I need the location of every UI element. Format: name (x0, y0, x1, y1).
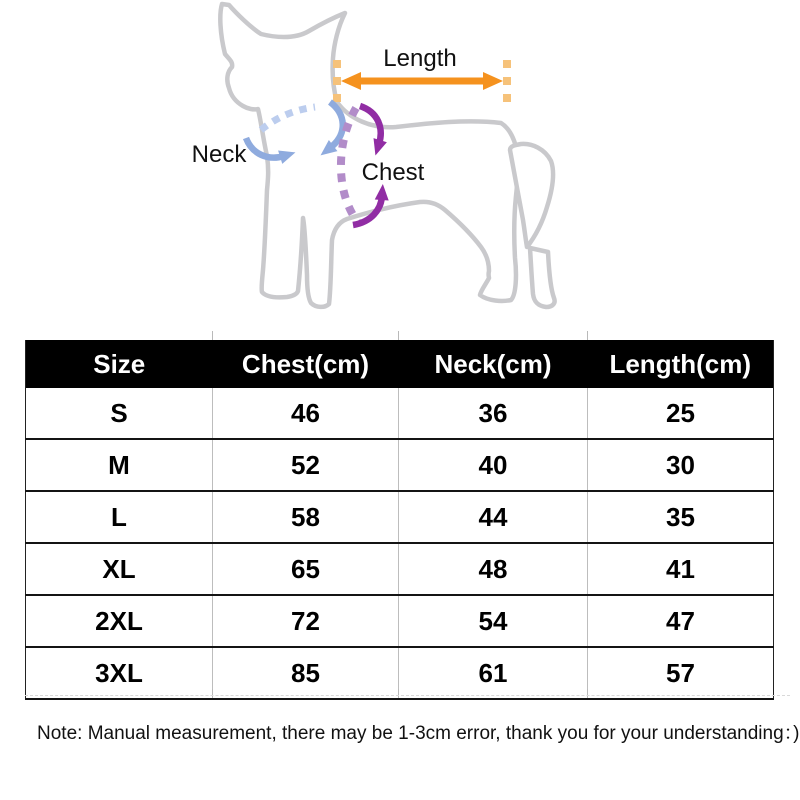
length-header: Length(cm) (588, 340, 774, 388)
table-row (26, 439, 774, 491)
neck-label: Neck (191, 141, 247, 168)
size-cell: 2XL (26, 595, 213, 647)
length-cell: 25 (588, 388, 774, 439)
size-cell: L (26, 491, 213, 543)
neck-cell: 61 (399, 647, 588, 699)
chest-cell: 52 (213, 439, 399, 491)
chest-cell: 46 (213, 388, 399, 439)
chest-cell: 72 (213, 595, 399, 647)
table-row (26, 543, 774, 595)
gridline-bottom (25, 695, 790, 696)
size-cell: S (26, 388, 213, 439)
length-cell: 57 (588, 647, 774, 699)
dog-diagram-svg (0, 0, 800, 338)
dog-far-hind-leg (530, 248, 555, 307)
table-row (26, 647, 774, 699)
neck-header: Neck(cm) (399, 340, 588, 388)
gridline-tick (398, 331, 399, 340)
size-cell: M (26, 439, 213, 491)
table-row (26, 595, 774, 647)
table-row (26, 388, 774, 439)
size-table (25, 340, 774, 700)
chest-cell: 85 (213, 647, 399, 699)
neck-cell: 44 (399, 491, 588, 543)
table-header-row (26, 340, 774, 388)
neck-cell: 40 (399, 439, 588, 491)
chest-cell: 58 (213, 491, 399, 543)
neck-cell: 48 (399, 543, 588, 595)
gridline-tick (587, 331, 588, 340)
length-cell: 47 (588, 595, 774, 647)
neck-cell: 54 (399, 595, 588, 647)
size-header: Size (26, 340, 213, 388)
dog-measurement-diagram (0, 0, 800, 338)
table-row (26, 491, 774, 543)
chest-header: Chest(cm) (213, 340, 399, 388)
length-cell: 35 (588, 491, 774, 543)
length-label: Length (383, 45, 457, 72)
length-cell: 41 (588, 543, 774, 595)
chest-cell: 65 (213, 543, 399, 595)
chest-label: Chest (361, 159, 425, 186)
measurement-note: Note: Manual measurement, there may be 1-3cm error, thank you for your understanding：) (37, 723, 800, 744)
gridline-tick (212, 331, 213, 340)
size-cell: 3XL (26, 647, 213, 699)
neck-cell: 36 (399, 388, 588, 439)
length-arrow (341, 72, 503, 90)
length-cell: 30 (588, 439, 774, 491)
size-cell: XL (26, 543, 213, 595)
